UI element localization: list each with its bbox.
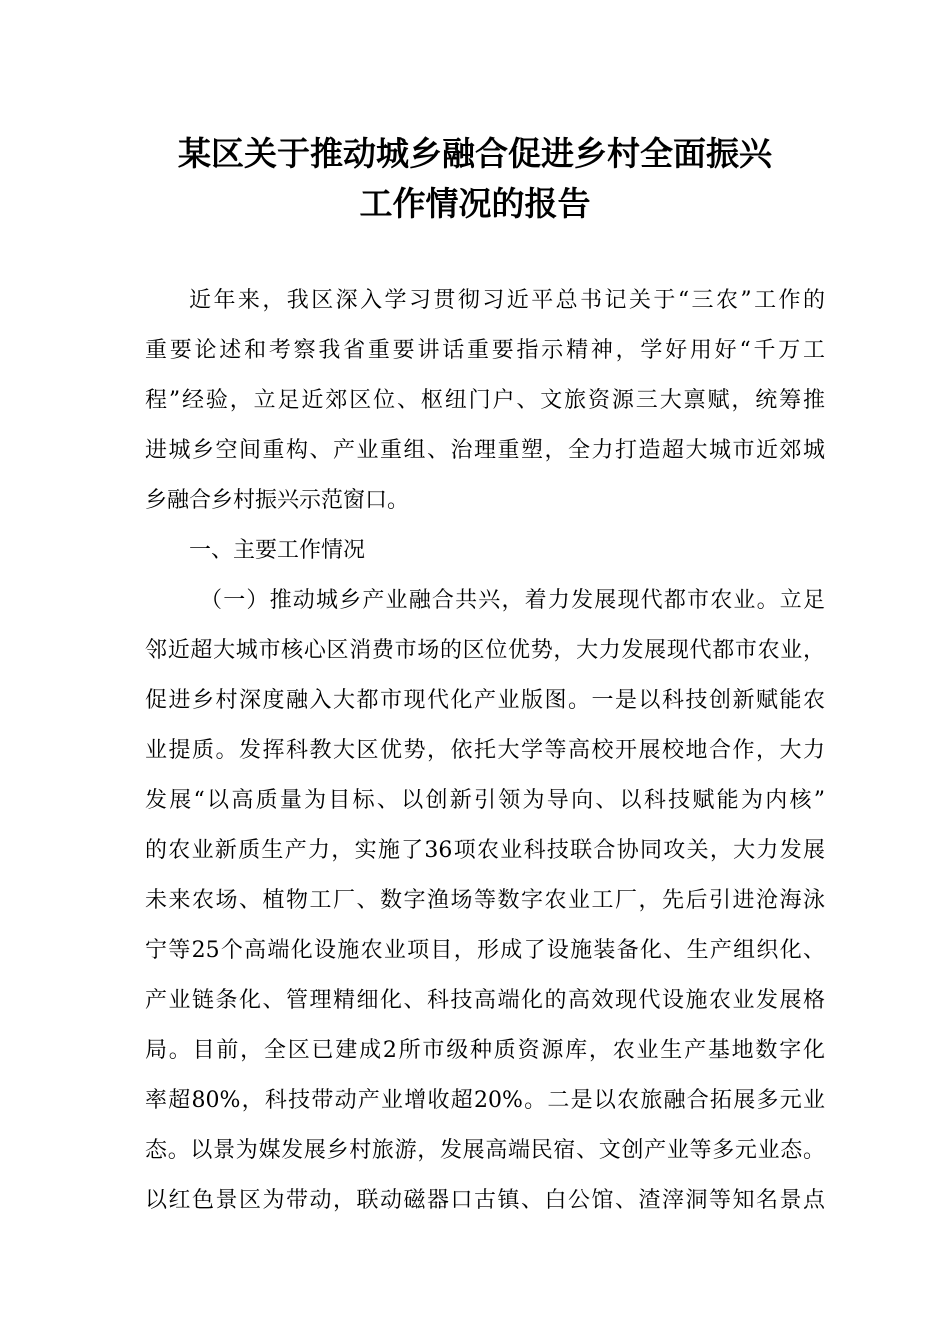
body-line: 宁等25个高端化设施农业项目，形成了设施装备化、生产组织化、 — [145, 938, 825, 963]
body-line: 的农业新质生产力，实施了36项农业科技联合协同攻关，大力发展 — [145, 838, 825, 863]
body-line: （一）推动城乡产业融合共兴，着力发展现代都市农业。立足 — [200, 588, 825, 613]
body-line: 以红色景区为带动，联动磁器口古镇、白公馆、渣滓洞等知名景点 — [145, 1188, 825, 1213]
body-line: 未来农场、植物工厂、数字渔场等数字农业工厂，先后引进沧海泳 — [145, 888, 825, 913]
body-line: 局。目前，全区已建成2所市级种质资源库，农业生产基地数字化 — [145, 1038, 825, 1063]
body-line: 态。以景为媒发展乡村旅游，发展高端民宿、文创产业等多元业态。 — [145, 1138, 825, 1163]
body-line: 业提质。发挥科教大区优势，依托大学等高校开展校地合作，大力 — [145, 738, 825, 763]
body-line: 重要论述和考察我省重要讲话重要指示精神，学好用好“千万工 — [145, 338, 825, 363]
body-line: 进城乡空间重构、产业重组、治理重塑，全力打造超大城市近郊城 — [145, 438, 825, 463]
body-line: 程”经验，立足近郊区位、枢纽门户、文旅资源三大禀赋，统筹推 — [145, 388, 825, 413]
body-line: 促进乡村深度融入大都市现代化产业版图。一是以科技创新赋能农 — [145, 688, 825, 713]
body-line: 近年来，我区深入学习贯彻习近平总书记关于“三农”工作的 — [189, 288, 825, 313]
body-line: 率超80%，科技带动产业增收超20%。二是以农旅融合拓展多元业 — [145, 1088, 825, 1113]
section-heading: 一、主要工作情况 — [189, 538, 366, 563]
body-line: 邻近超大城市核心区消费市场的区位优势，大力发展现代都市农业， — [145, 638, 825, 663]
body-line: 发展“以高质量为目标、以创新引领为导向、以科技赋能为内核” — [145, 788, 825, 813]
title-line-1: 某区关于推动城乡融合促进乡村全面振兴 — [178, 134, 772, 173]
body-line: 产业链条化、管理精细化、科技高端化的高效现代设施农业发展格 — [145, 988, 825, 1013]
body-line: 乡融合乡村振兴示范窗口。 — [145, 488, 410, 513]
title-line-2: 工作情况的报告 — [359, 184, 591, 223]
